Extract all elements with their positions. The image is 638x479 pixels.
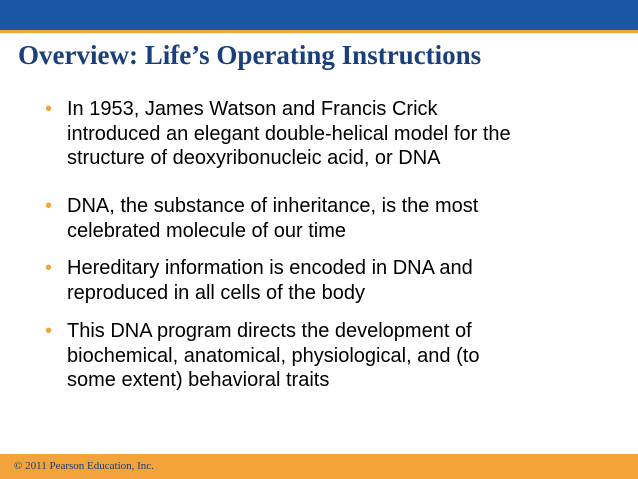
- bullet-text-line: some extent) behavioral traits: [67, 369, 330, 391]
- bullet-icon: •: [45, 195, 53, 217]
- bullet-text-line: introduced an elegant double-helical model for the: [67, 122, 511, 145]
- bullet-text-line: celebrated molecule of our time: [67, 219, 347, 242]
- bullet-item-1953-watson-crick: [0, 97, 600, 171]
- top-banner: [0, 0, 638, 30]
- bullet-text-line: This DNA program directs the development of: [67, 320, 472, 342]
- bullet-text-line: biochemical, anatomical, physiological, and (to: [67, 344, 480, 367]
- bullet-text-line: Hereditary information is encoded in DNA and: [67, 257, 473, 279]
- footer-bar: [0, 454, 638, 479]
- bullet-icon: •: [45, 320, 53, 342]
- bullet-text-line: structure of deoxyribonucleic acid, or DNA: [67, 147, 441, 169]
- bullet-item-dna-inheritance: [0, 194, 600, 243]
- bullet-item-dna-program: [0, 319, 600, 393]
- bullet-text-line: DNA, the substance of inheritance, is the most: [67, 195, 479, 217]
- bullet-text-line: In 1953, James Watson and Francis Crick: [67, 98, 438, 120]
- slide-title: Overview: Life’s Operating Instructions: [18, 40, 482, 70]
- bullet-item-hereditary-information: [0, 256, 600, 305]
- bullet-text-line: reproduced in all cells of the body: [67, 281, 365, 304]
- bullet-icon: •: [45, 98, 53, 120]
- copyright-notice: © 2011 Pearson Education, Inc.: [14, 460, 154, 472]
- top-accent-rule: [0, 30, 638, 33]
- bullet-icon: •: [45, 257, 53, 279]
